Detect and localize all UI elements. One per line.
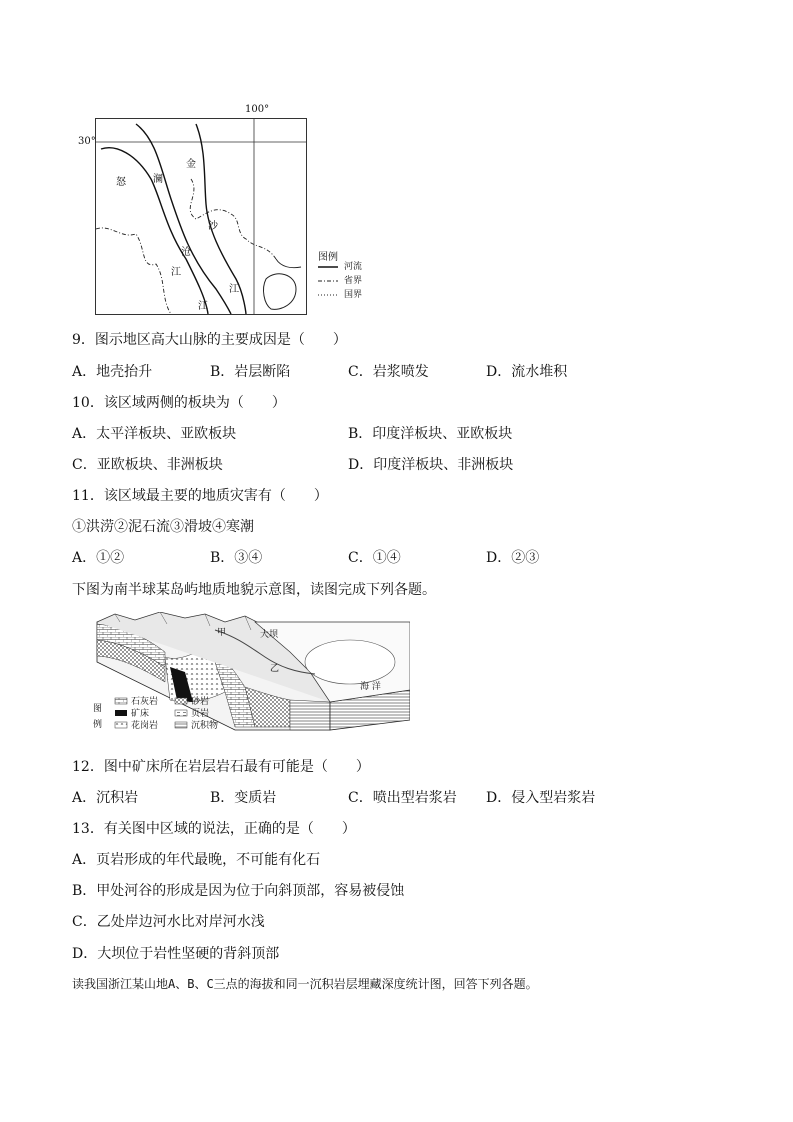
label-yi: 乙: [270, 664, 280, 674]
river-label-jiang3: 江: [198, 301, 208, 312]
latitude-label: 30°: [78, 136, 96, 147]
geology-diagram-drawing: [75, 612, 410, 740]
legend-ore: 矿床: [131, 709, 150, 719]
legend-limestone: 石灰岩: [131, 697, 159, 707]
q10-option-d[interactable]: D．印度洋板块、非洲板块: [348, 457, 514, 473]
q11-stem: 11．该区域最主要的地质灾害有（ ）: [72, 488, 328, 504]
q11-option-a[interactable]: A．①②: [72, 550, 125, 566]
intro-geology-diagram: 下图为南半球某岛屿地质地貌示意图，读图完成下列各题。: [72, 582, 436, 598]
q9-option-c[interactable]: C．岩浆喷发: [348, 364, 429, 380]
q12-option-c[interactable]: C．喷出型岩浆岩: [348, 790, 457, 806]
river-label-jiang2: 江: [229, 284, 239, 295]
q9-option-a[interactable]: A．地壳抬升: [72, 364, 153, 380]
q10-option-b[interactable]: B．印度洋板块、亚欧板块: [348, 426, 513, 442]
q12-option-a[interactable]: A．沉积岩: [72, 790, 139, 806]
q11-option-b[interactable]: B．③④: [210, 550, 263, 566]
q11-option-c[interactable]: C．①④: [348, 550, 401, 566]
q10-option-c[interactable]: C．亚欧板块、非洲板块: [72, 457, 223, 473]
river-map-drawing: [96, 119, 306, 314]
river-label-sha: 沙: [208, 221, 218, 232]
river-map: [95, 118, 307, 315]
map-legend-symbols: [318, 262, 340, 304]
q10-stem: 10．该区域两侧的板块为（ ）: [72, 395, 286, 411]
q11-items: ①洪涝②泥石流③滑坡④寒潮: [72, 519, 254, 535]
q13-option-c[interactable]: C．乙处岸边河水比对岸河水浅: [72, 914, 265, 930]
legend-shale: 页岩: [191, 709, 210, 719]
q9-option-d[interactable]: D．流水堆积: [486, 364, 568, 380]
river-label-jin: 金: [186, 159, 196, 170]
label-jia: 甲: [217, 628, 227, 638]
legend-sandstone: 砂岩: [191, 697, 210, 707]
legend-granite: 花岗岩: [131, 721, 159, 731]
legend-country: 国界: [344, 290, 363, 300]
map-legend-title: 图例: [318, 252, 338, 263]
river-label-cang: 沧: [181, 247, 191, 258]
q10-option-a[interactable]: A．太平洋板块、亚欧板块: [72, 426, 237, 442]
q13-option-d[interactable]: D．大坝位于岩性坚硬的背斜顶部: [72, 946, 280, 962]
label-dam: 大坝: [260, 630, 279, 640]
q11-option-d[interactable]: D．②③: [486, 550, 540, 566]
q12-stem: 12．图中矿床所在岩层岩石最有可能是（ ）: [72, 759, 370, 775]
q13-option-a[interactable]: A．页岩形成的年代最晚，不可能有化石: [72, 852, 321, 868]
q12-option-d[interactable]: D．侵入型岩浆岩: [486, 790, 596, 806]
q12-option-b[interactable]: B．变质岩: [210, 790, 277, 806]
river-label-jiang1: 江: [171, 267, 181, 278]
geology-diagram: [75, 612, 410, 740]
map-legend: [312, 248, 382, 308]
q9-option-b[interactable]: B．岩层断陷: [210, 364, 291, 380]
label-ocean: 海 洋: [360, 682, 381, 692]
river-label-lan: 澜: [153, 174, 163, 185]
q13-option-b[interactable]: B．甲处河谷的形成是因为位于向斜顶部，容易被侵蚀: [72, 883, 405, 899]
legend-side-2: 例: [93, 720, 103, 730]
longitude-label: 100°: [245, 104, 270, 115]
legend-river: 河流: [344, 262, 363, 272]
q13-stem: 13．有关图中区域的说法，正确的是（ ）: [72, 821, 356, 837]
q9-stem: 9．图示地区高大山脉的主要成因是（ ）: [72, 332, 347, 348]
legend-side-1: 图: [93, 704, 103, 714]
legend-province: 省界: [344, 276, 363, 286]
river-label-nu: 怒: [116, 177, 126, 188]
legend-sediment: 沉积物: [191, 721, 219, 731]
intro-elevation-chart: 读我国浙江某山地A、B、C三点的海拔和同一沉积岩层埋藏深度统计图，回答下列各题。: [72, 977, 538, 991]
